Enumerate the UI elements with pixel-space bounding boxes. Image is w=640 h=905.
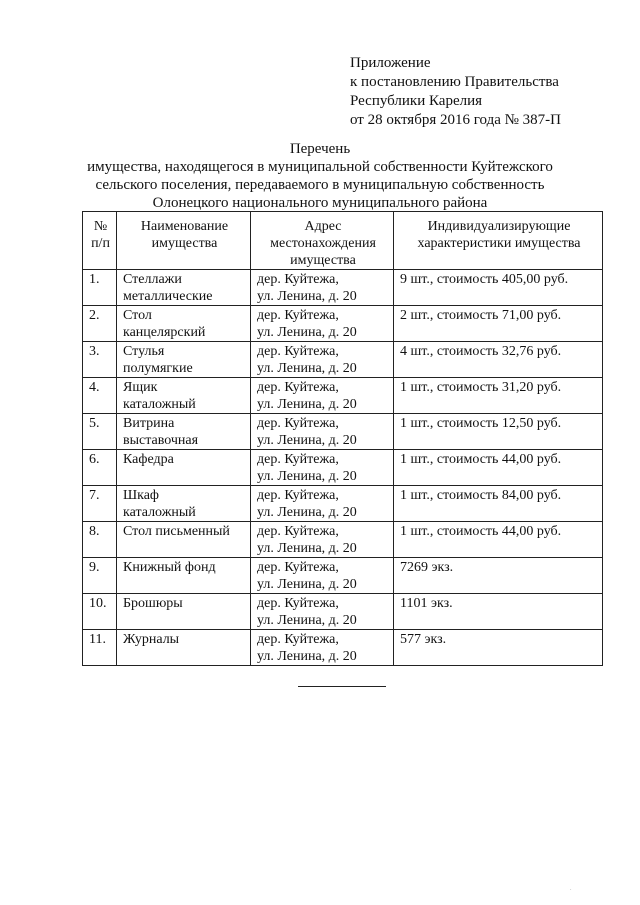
table-body xyxy=(83,270,603,666)
cell-line: металлические xyxy=(123,289,213,304)
cell-line: Журналы xyxy=(123,632,180,647)
cell-address xyxy=(251,522,394,558)
cell-line: 6. xyxy=(89,452,100,467)
cell-line: 9. xyxy=(89,560,100,575)
appendix-line: Приложение xyxy=(350,55,431,71)
table-row xyxy=(83,558,603,594)
appendix-block xyxy=(350,54,561,130)
cell-line: Ящик xyxy=(123,380,158,395)
table-row xyxy=(83,378,603,414)
cell-line: дер. Куйтежа, xyxy=(257,632,339,647)
cell-name xyxy=(117,306,251,342)
cell-details xyxy=(394,594,603,630)
cell-number xyxy=(83,450,117,486)
cell-line: Стеллажи xyxy=(123,272,182,287)
cell-number xyxy=(83,306,117,342)
signature-line xyxy=(298,686,386,687)
cell-name xyxy=(117,342,251,378)
table-row xyxy=(83,450,603,486)
cell-line: 1 шт., стоимость 84,00 руб. xyxy=(400,488,562,503)
cell-number xyxy=(83,630,117,666)
title-line: Перечень xyxy=(289,141,351,157)
title-line: Олонецкого национального муниципального района xyxy=(152,195,488,211)
cell-line: 1. xyxy=(89,272,100,287)
appendix-line: от 28 октября 2016 года № 387-П xyxy=(350,112,562,128)
cell-address xyxy=(251,558,394,594)
cell-line: 3. xyxy=(89,344,100,359)
cell-address xyxy=(251,630,394,666)
table-row xyxy=(83,630,603,666)
table-row xyxy=(83,306,603,342)
cell-line: канцелярский xyxy=(123,325,206,340)
cell-address xyxy=(251,342,394,378)
title-line: имущества, находящегося в муниципальной собственности Куйтежского xyxy=(87,159,553,175)
cell-name xyxy=(117,450,251,486)
cell-name xyxy=(117,594,251,630)
document-title xyxy=(0,140,640,212)
cell-address xyxy=(251,270,394,306)
title-line: сельского поселения, передаваемого в муниципальную собственность xyxy=(95,177,545,193)
cell-line: ул. Ленина, д. 20 xyxy=(257,433,357,448)
cell-address xyxy=(251,450,394,486)
cell-name xyxy=(117,630,251,666)
cell-details xyxy=(394,270,603,306)
cell-line: ул. Ленина, д. 20 xyxy=(257,325,357,340)
table-row xyxy=(83,522,603,558)
cell-number xyxy=(83,342,117,378)
cell-line: дер. Куйтежа, xyxy=(257,416,339,431)
table-row xyxy=(83,594,603,630)
cell-line: 1 шт., стоимость 44,00 руб. xyxy=(400,452,562,467)
header-details: Индивидуализирующие характеристики имущества xyxy=(394,212,603,270)
cell-line: ул. Ленина, д. 20 xyxy=(257,577,357,592)
cell-details xyxy=(394,522,603,558)
cell-address xyxy=(251,594,394,630)
cell-line: выставочная xyxy=(123,433,199,448)
cell-line: каталожный xyxy=(123,505,196,520)
cell-number xyxy=(83,270,117,306)
cell-details xyxy=(394,486,603,522)
cell-line: 2. xyxy=(89,308,100,323)
cell-line: дер. Куйтежа, xyxy=(257,380,339,395)
cell-line: Витрина xyxy=(123,416,175,431)
table-row xyxy=(83,486,603,522)
cell-line: 1 шт., стоимость 31,20 руб. xyxy=(400,380,562,395)
cell-line: дер. Куйтежа, xyxy=(257,272,339,287)
cell-name xyxy=(117,378,251,414)
header-name: Наименование имущества xyxy=(117,212,251,270)
cell-line: полумягкие xyxy=(123,361,193,376)
table-row xyxy=(83,270,603,306)
cell-line: 577 экз. xyxy=(400,632,447,647)
cell-line: ул. Ленина, д. 20 xyxy=(257,361,357,376)
table-header-row xyxy=(83,212,603,270)
cell-name xyxy=(117,558,251,594)
cell-line: каталожный xyxy=(123,397,196,412)
cell-line: Стол письменный xyxy=(123,524,230,539)
cell-line: дер. Куйтежа, xyxy=(257,560,339,575)
cell-details xyxy=(394,342,603,378)
cell-line: ул. Ленина, д. 20 xyxy=(257,505,357,520)
cell-address xyxy=(251,306,394,342)
cell-name xyxy=(117,486,251,522)
cell-line: дер. Куйтежа, xyxy=(257,452,339,467)
cell-number xyxy=(83,558,117,594)
scan-mark: . xyxy=(570,886,572,892)
cell-address xyxy=(251,486,394,522)
cell-line: Кафедра xyxy=(123,452,174,467)
cell-line: Книжный фонд xyxy=(123,560,216,575)
cell-number xyxy=(83,594,117,630)
cell-details xyxy=(394,558,603,594)
cell-line: 11. xyxy=(89,632,106,647)
cell-line: 8. xyxy=(89,524,100,539)
cell-name xyxy=(117,270,251,306)
cell-details xyxy=(394,414,603,450)
cell-name xyxy=(117,414,251,450)
cell-line: дер. Куйтежа, xyxy=(257,344,339,359)
cell-line: 7269 экз. xyxy=(400,560,454,575)
property-table xyxy=(82,211,603,666)
cell-line: дер. Куйтежа, xyxy=(257,488,339,503)
cell-line: 4 шт., стоимость 32,76 руб. xyxy=(400,344,562,359)
cell-line: Брошюры xyxy=(123,596,183,611)
cell-line: 9 шт., стоимость 405,00 руб. xyxy=(400,272,569,287)
cell-number xyxy=(83,522,117,558)
cell-line: дер. Куйтежа, xyxy=(257,524,339,539)
appendix-line: к постановлению Правительства xyxy=(350,74,559,90)
header-number: № п/п xyxy=(83,212,117,270)
table-row xyxy=(83,414,603,450)
cell-line: 1101 экз. xyxy=(400,596,453,611)
header-address: Адрес местонахождения имущества xyxy=(251,212,394,270)
appendix-line: Республики Карелия xyxy=(350,93,483,109)
cell-line: ул. Ленина, д. 20 xyxy=(257,541,357,556)
cell-number xyxy=(83,378,117,414)
cell-line: дер. Куйтежа, xyxy=(257,596,339,611)
cell-details xyxy=(394,450,603,486)
cell-line: 2 шт., стоимость 71,00 руб. xyxy=(400,308,562,323)
cell-line: 1 шт., стоимость 44,00 руб. xyxy=(400,524,562,539)
cell-line: дер. Куйтежа, xyxy=(257,308,339,323)
cell-address xyxy=(251,378,394,414)
cell-line: Стол xyxy=(123,308,152,323)
cell-line: 1 шт., стоимость 12,50 руб. xyxy=(400,416,562,431)
cell-line: ул. Ленина, д. 20 xyxy=(257,289,357,304)
cell-number xyxy=(83,486,117,522)
cell-line: Стулья xyxy=(123,344,165,359)
cell-details xyxy=(394,630,603,666)
cell-address xyxy=(251,414,394,450)
cell-line: ул. Ленина, д. 20 xyxy=(257,613,357,628)
table-row xyxy=(83,342,603,378)
cell-line: ул. Ленина, д. 20 xyxy=(257,469,357,484)
cell-line: ул. Ленина, д. 20 xyxy=(257,649,357,664)
cell-line: 4. xyxy=(89,380,100,395)
cell-number xyxy=(83,414,117,450)
cell-line: 7. xyxy=(89,488,100,503)
cell-line: Шкаф xyxy=(123,488,159,503)
cell-details xyxy=(394,378,603,414)
cell-name xyxy=(117,522,251,558)
cell-line: 10. xyxy=(89,596,107,611)
cell-details xyxy=(394,306,603,342)
cell-line: ул. Ленина, д. 20 xyxy=(257,397,357,412)
cell-line: 5. xyxy=(89,416,100,431)
